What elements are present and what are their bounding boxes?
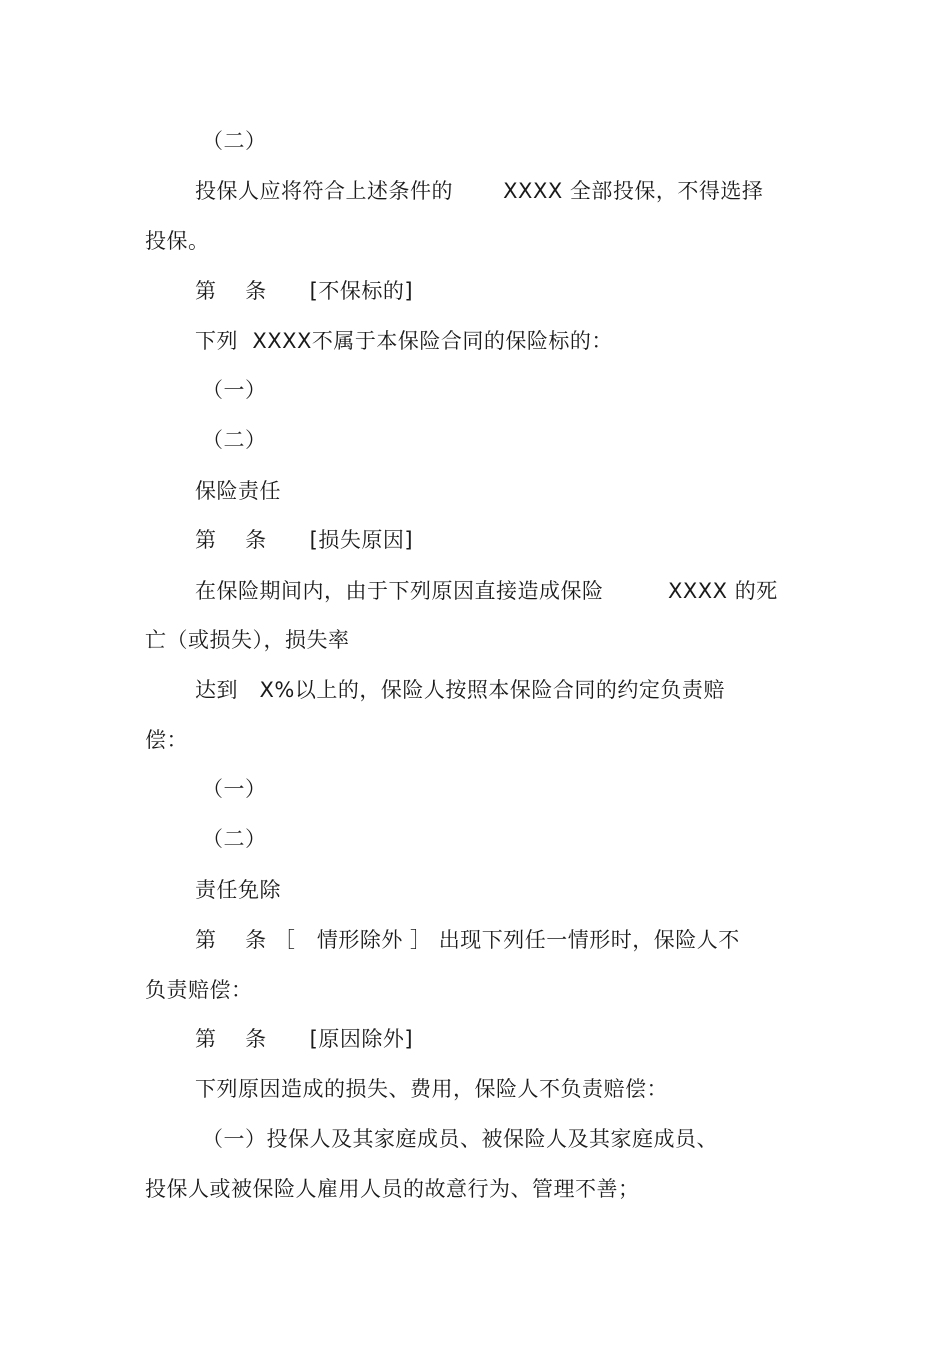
paragraph-line: 投保人应将符合上述条件的 XXXX 全部投保，不得选择 [195,179,764,203]
paragraph-line: 偿： [145,728,188,752]
paragraph-line: 下列 XXXX不属于本保险合同的保险标的： [195,329,613,353]
paragraph-line: 投保人或被保险人雇用人员的故意行为、管理不善； [145,1177,640,1201]
section-heading: 责任免除 [195,878,281,902]
article-heading: 第 条 [不保标的] [195,279,414,303]
list-item-2: （二） [202,827,267,851]
article-heading: 第 条 ［ 情形除外 ］ 出现下列任一情形时，保险人不 [195,928,740,952]
list-item-2: （二） [202,129,267,153]
section-heading: 保险责任 [195,479,281,503]
list-item-2: （二） [202,428,267,452]
paragraph-line: 负责赔偿： [145,978,253,1002]
paragraph-line: 亡（或损失），损失率 [145,628,350,652]
article-heading: 第 条 [原因除外] [195,1027,414,1051]
paragraph-line: 投保。 [145,229,210,253]
list-item-1: （一） [202,378,267,402]
list-item-1: （一）投保人及其家庭成员、被保险人及其家庭成员、 [202,1127,718,1151]
paragraph-line: 达到 X%以上的，保险人按照本保险合同的约定负责赔 [195,678,725,702]
article-heading: 第 条 [损失原因] [195,528,414,552]
paragraph-line: 下列原因造成的损失、费用，保险人不负责赔偿： [195,1077,668,1101]
paragraph-line: 在保险期间内，由于下列原因直接造成保险 XXXX 的死 [195,579,778,603]
list-item-1: （一） [202,777,267,801]
